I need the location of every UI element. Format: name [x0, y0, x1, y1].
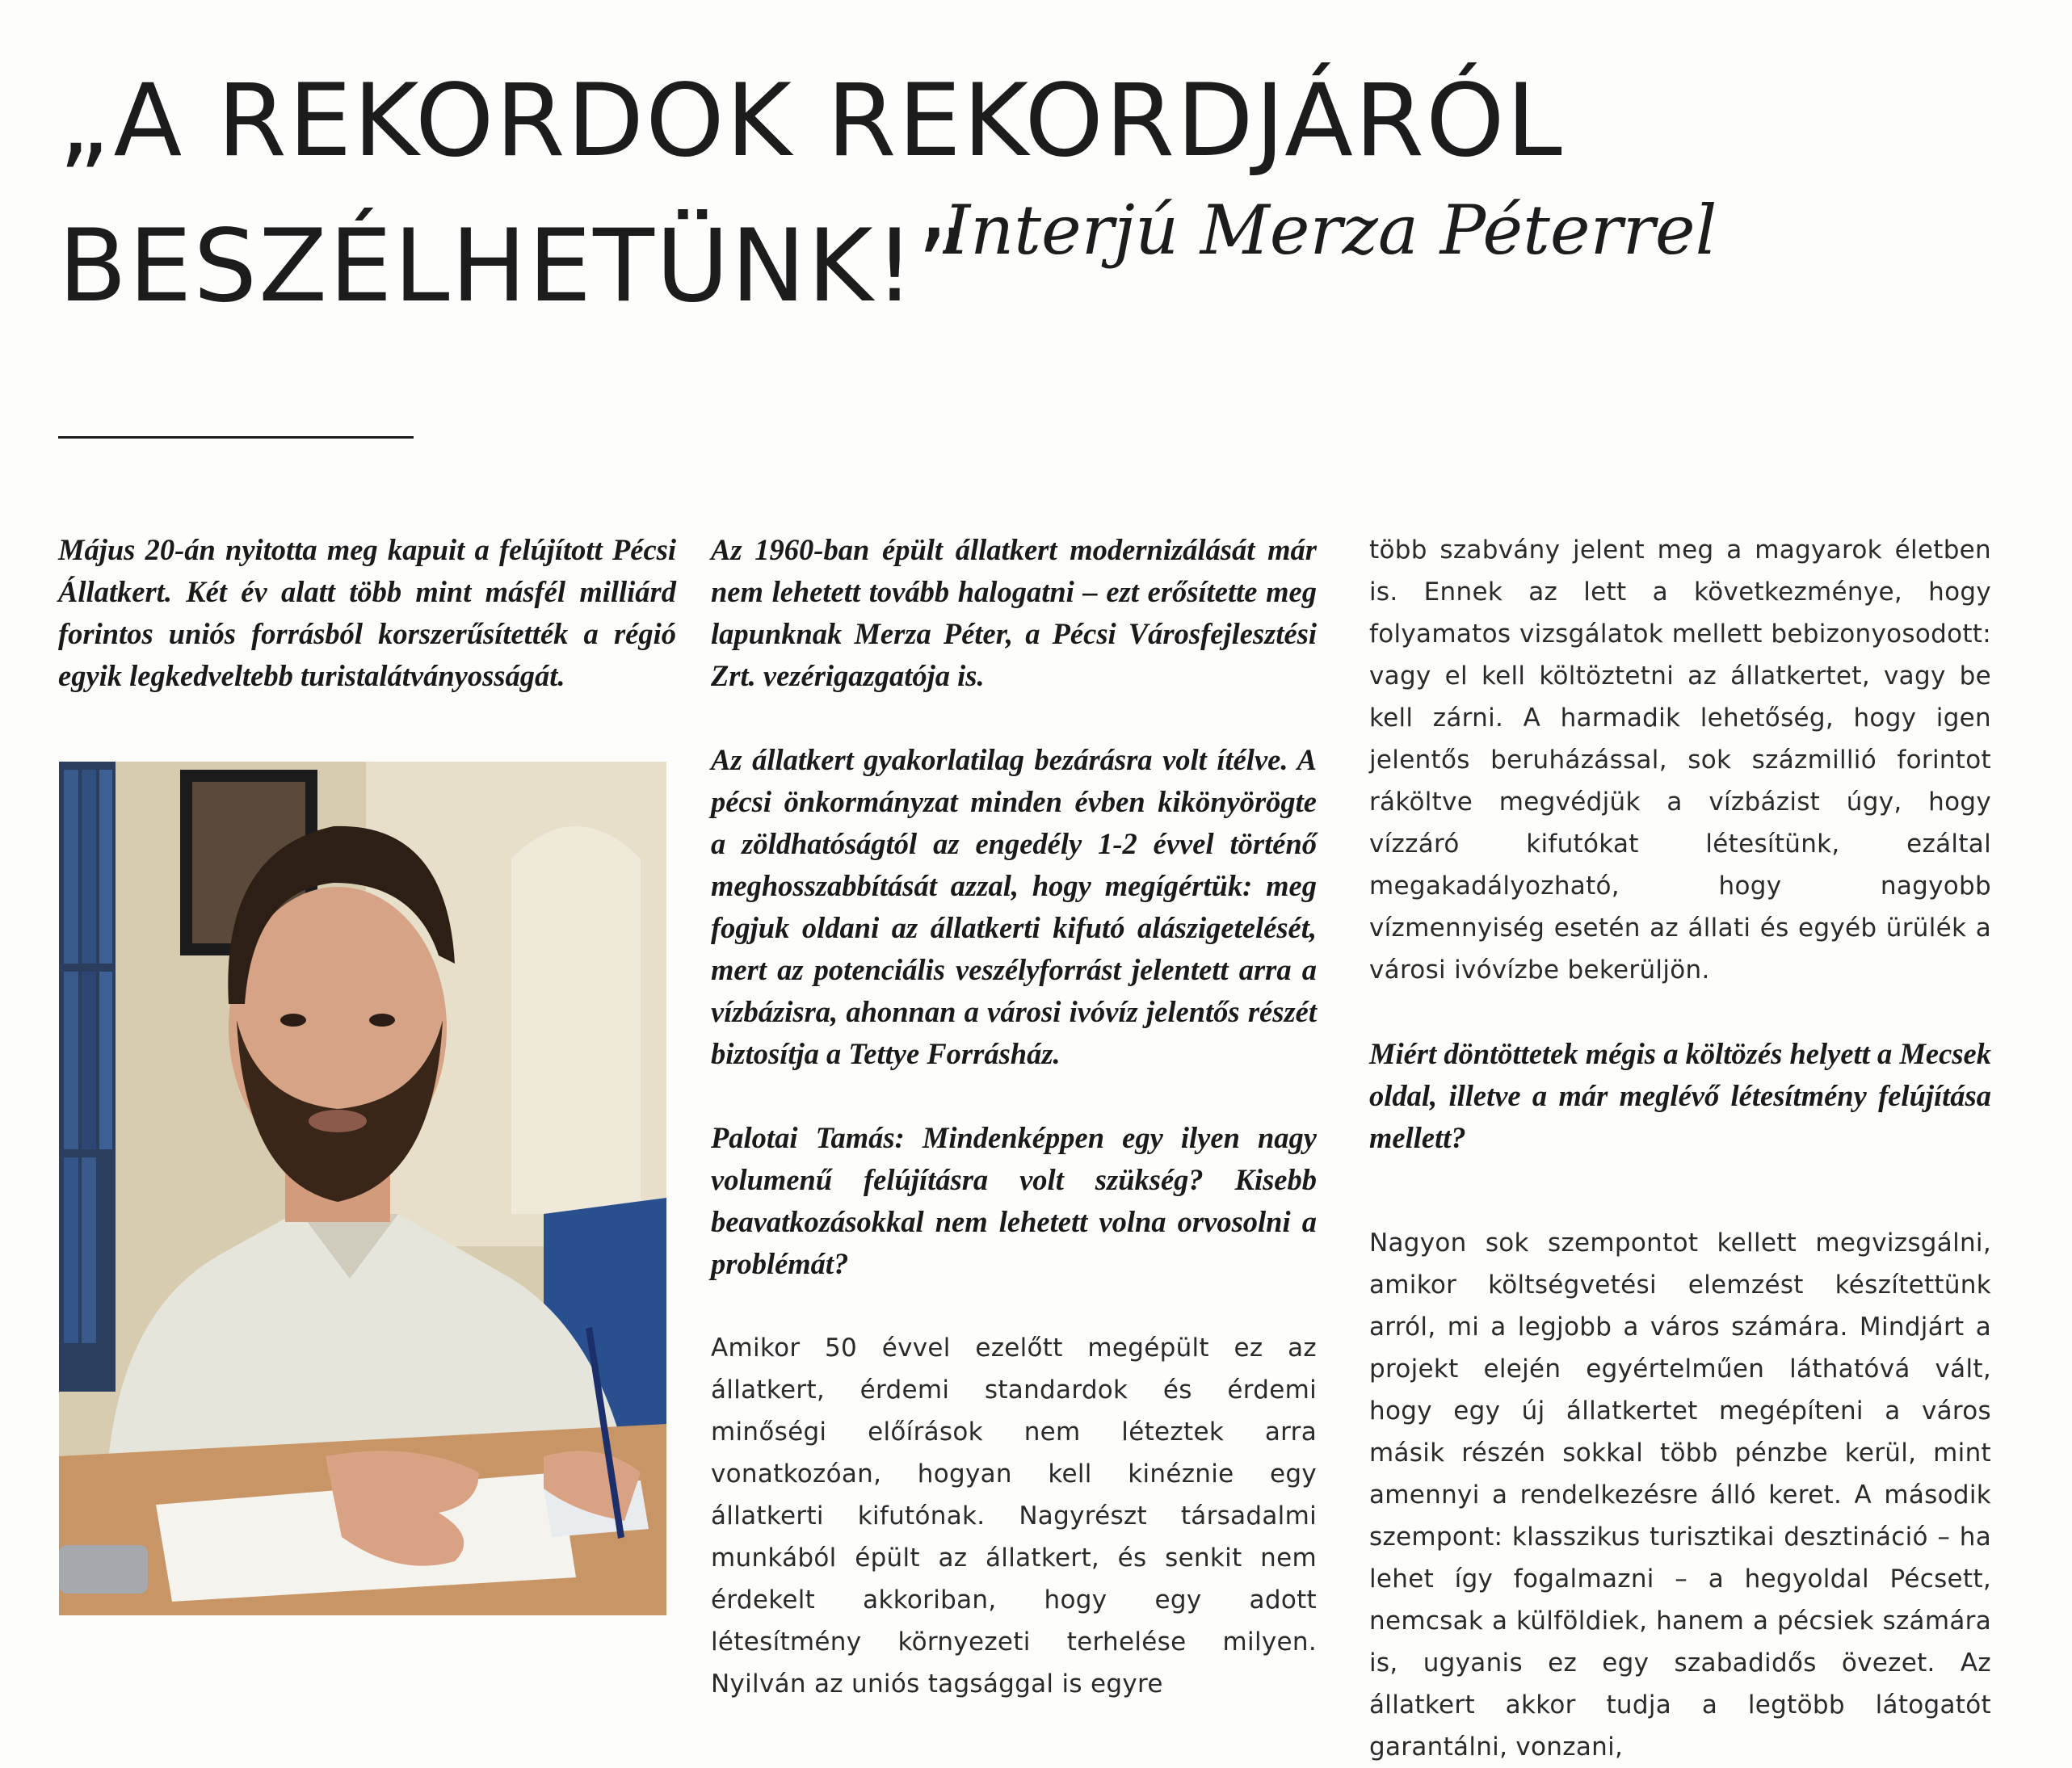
intro-paragraph: Az 1960-ban épült állatkert modernizálását már nem lehetett tovább halogatni – ezt erősítette meg lapunknak Merza Péter, a Pécsi Városfejlesztési Zrt. vezérigazgatója is.	[711, 533, 1317, 692]
column-2	[711, 529, 1317, 1705]
question-1: Palotai Tamás: Mindenképpen egy ilyen nagy volumenű felújításra volt szükség? Kisebb beavatkozásokkal nem lehetett volna orvosolni a problémát?	[711, 1121, 1317, 1280]
title-rule	[58, 436, 414, 439]
headline-line-1: „A REKORDOK REKORDJÁRÓL	[58, 63, 1564, 179]
answer-2: Nagyon sok szempontot kellett megvizsgálni, amikor költségvetési elemzést készítettünk arról, mi a legjobb a város számára. Mindjárt a projekt elején egyértelműen láthatóvá vált, hogy egy új állatkertet megépíteni a város másik részén sokkal több pénzbe kerül, mint amennyi a rendelkezésre álló keret. A második szempont: klasszikus turisztikai desztináció – ha lehet így fogalmazni – a hegyoldal Pécsett, nemcsak a külföldiek, hanem a pécsiek számára is, ugyanis ez egy szabadidős övezet. Az állatkert akkor tudja a legtöbb látogatót garantálni, vonzani,	[1369, 1228, 1991, 1762]
context-paragraph: Az állatkert gyakorlatilag bezárásra volt ítélve. A pécsi önkormányzat minden évben kikönyörögte a zöldhatóságtól az engedély 1-2 évvel történő meghosszabbítását azzal, hogy megígértük: meg fogjuk oldani az állatkerti kifutó alászigetelését, mert az potenciális veszélyforrást jelentett arra a vízbázisra, ahonnan a városi ivóvíz jelentős részét biztosítja a Tettye Forrásház.	[711, 743, 1317, 1070]
answer-1-continued: több szabvány jelent meg a magyarok életben is. Ennek az lett a következménye, hogy folyamatos vizsgálatok mellett bebizonyosodott: vagy el kell költöztetni az állatkertet, vagy be kell zárni. A harmadik lehetőség, hogy igen jelentős beruházással, sok százmillió forintot ráköltve megvédjük a vízbázist úgy, hogy vízzáró kifutókat létesítünk, ezáltal megakadályozható, hogy nagyobb vízmennyiség esetén az állati és egyéb ürülék a városi ivóvízbe bekerüljön.	[1369, 535, 1991, 985]
subtitle: Interjú Merza Péterrel	[944, 191, 1717, 270]
question-2: Miért döntöttetek mégis a költözés helyett a Mecsek oldal, illetve a már meglévő létesítmény felújítása mellett?	[1369, 1037, 1991, 1154]
column-3	[1369, 529, 1991, 1768]
interview-photo	[59, 762, 666, 1615]
headline-line-2: BESZÉLHETÜNK!”	[58, 208, 970, 325]
lead-paragraph: Május 20-án nyitotta meg kapuit a felújított Pécsi Állatkert. Két év alatt több mint másfél milliárd forintos uniós forrásból korszerűsítették a régió egyik legkedveltebb turistalátványosságát.	[58, 533, 676, 692]
answer-1: Amikor 50 évvel ezelőtt megépült ez az állatkert, érdemi standardok és érdemi minőségi előírások nem léteztek arra vonatkozóan, hogyan kell kinéznie egy állatkerti kifutónak. Nagyrészt társadalmi munkából épült az állatkert, és senkit nem érdekelt akkoriban, hogy egy adott létesítmény környezeti terhelése milyen. Nyilván az uniós tagsággal is egyre	[711, 1333, 1317, 1699]
